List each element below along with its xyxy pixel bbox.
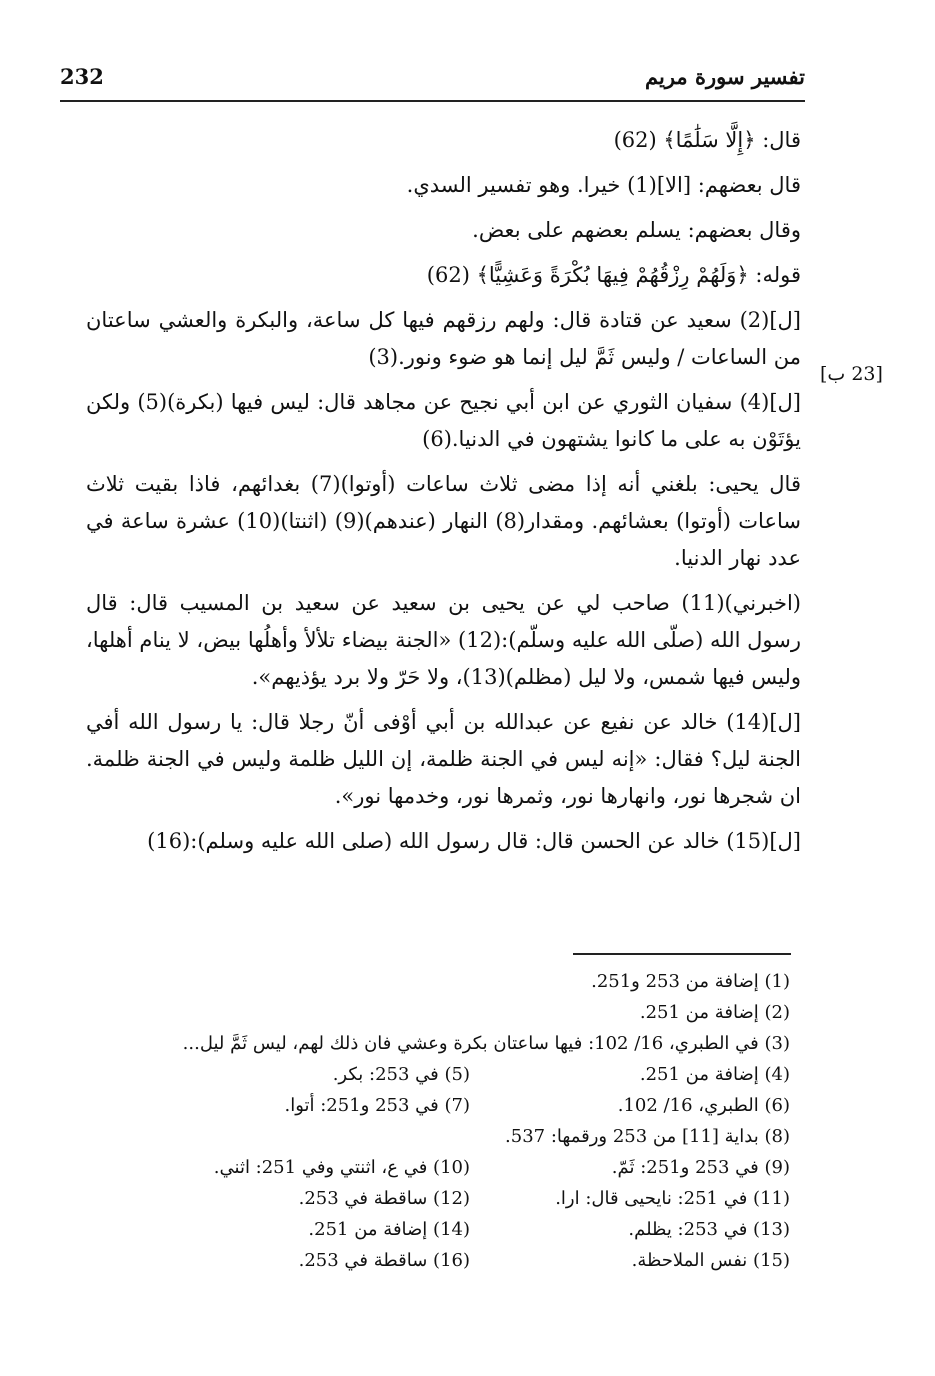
footnote: (9) في 253 و251: ثَمّ.	[611, 1157, 790, 1178]
footnote: (16) ساقطة في 253.	[298, 1250, 470, 1271]
footnote: (1) إضافة من 253 و251.	[591, 971, 790, 992]
paragraph: [ل](2) سعيد عن قتادة قال: ولهم رزقهم فيها كل ساعة، والبكرة والعشي ساعتان من الساعات / وليس ثَمَّ ليل إنما هو ضوء ونور.(3)	[86, 308, 801, 369]
footnote: (2) إضافة من 251.	[639, 1002, 790, 1023]
margin-folio-note: [23 ب]	[820, 363, 883, 385]
page-header	[60, 60, 805, 102]
footnote: (3) في الطبري، 16/ 102: فيها ساعتان بكرة وعشي فان ذلك لهم، ليس ثَمَّ ليل...	[182, 1033, 790, 1054]
footnotes	[150, 966, 790, 1276]
footnote-row	[150, 1214, 790, 1245]
footnote-row	[150, 1090, 790, 1121]
footnote: (14) إضافة من 251.	[308, 1219, 470, 1240]
footnote: (4) إضافة من 251.	[639, 1064, 790, 1085]
main-text	[86, 122, 801, 868]
footnote: (12) ساقطة في 253.	[298, 1188, 470, 1209]
footnote-row	[150, 1183, 790, 1214]
paragraph: [ل](15) خالد عن الحسن قال: قال رسول الله (صلى الله عليه وسلم):(16)	[147, 829, 801, 853]
footnote: (5) في 253: بكر.	[332, 1064, 470, 1085]
footnote-row	[150, 1152, 790, 1183]
footnote-row	[150, 1245, 790, 1276]
paragraph: وقال بعضهم: يسلم بعضهم على بعض.	[472, 218, 801, 242]
footnote: (8) بداية [11] من 253 ورقمها: 537.	[505, 1126, 790, 1147]
footnote: (10) في ع، اثنتي وفي 251: اثني.	[213, 1157, 470, 1178]
paragraph: [ل](14) خالد عن نفيع عن عبدالله بن أبي أوْفى أنّ رجلا قال: يا رسول الله أفي الجنة ليل؟ فقال: «إنه ليس في الجنة ظلمة، إن الليل ظلمة وليس في الجنة ظلمة. ان شجرها نور، وانهارها نور، وثمرها نور، وخدمها نور».	[86, 710, 801, 808]
running-title: تفسير سورة مريم	[645, 64, 805, 89]
footnote: (6) الطبري، 16/ 102.	[617, 1095, 790, 1116]
paragraph: [ل](4) سفيان الثوري عن ابن أبي نجيح عن مجاهد قال: ليس فيها (بكرة)(5) ولكن يؤتَوْن به على ما كانوا يشتهون في الدنيا.(6)	[86, 390, 801, 451]
footnote: (7) في 253 و251: أتوا.	[284, 1095, 470, 1116]
footnote: (11) في 251: نايحيى قال: ارا.	[555, 1188, 790, 1209]
page-number: 232	[60, 64, 104, 89]
footnote-divider	[573, 953, 791, 955]
paragraph: قال: ﴿إِلَّا سَلَٰمًا﴾ (62)	[613, 128, 801, 152]
footnote: (13) في 253: يظلم.	[628, 1219, 790, 1240]
paragraph: قوله: ﴿وَلَهُمْ رِزْقُهُمْ فِيهَا بُكْرَةً وَعَشِيًّا﴾ (62)	[426, 263, 801, 287]
footnote-row	[150, 1059, 790, 1090]
paragraph: قال يحيى: بلغني أنه إذا مضى ثلاث ساعات (أوتوا)(7) بغدائهم، فاذا بقيت ثلاث ساعات (أوتوا) بعشائهم. ومقدار(8) النهار (عندهم)(9) (اثنتا)(10) عشرة ساعة في عدد نهار الدنيا.	[86, 472, 801, 570]
paragraph: قال بعضهم: [الا](1) خيرا. وهو تفسير السدي.	[406, 173, 801, 197]
paragraph: (اخبرني)(11) صاحب لي عن يحيى بن سعيد عن سعيد بن المسيب قال: قال رسول الله (صلّى الله عليه وسلّم):(12) «الجنة بيضاء تلألأ وأهلُها بيض، لا ينام أهلها، وليس فيها شمس، ولا ليل (مظلم)(13)، ولا حَرّ ولا برد يؤذيهم».	[86, 591, 801, 689]
footnote: (15) نفس الملاحظة.	[631, 1250, 790, 1271]
